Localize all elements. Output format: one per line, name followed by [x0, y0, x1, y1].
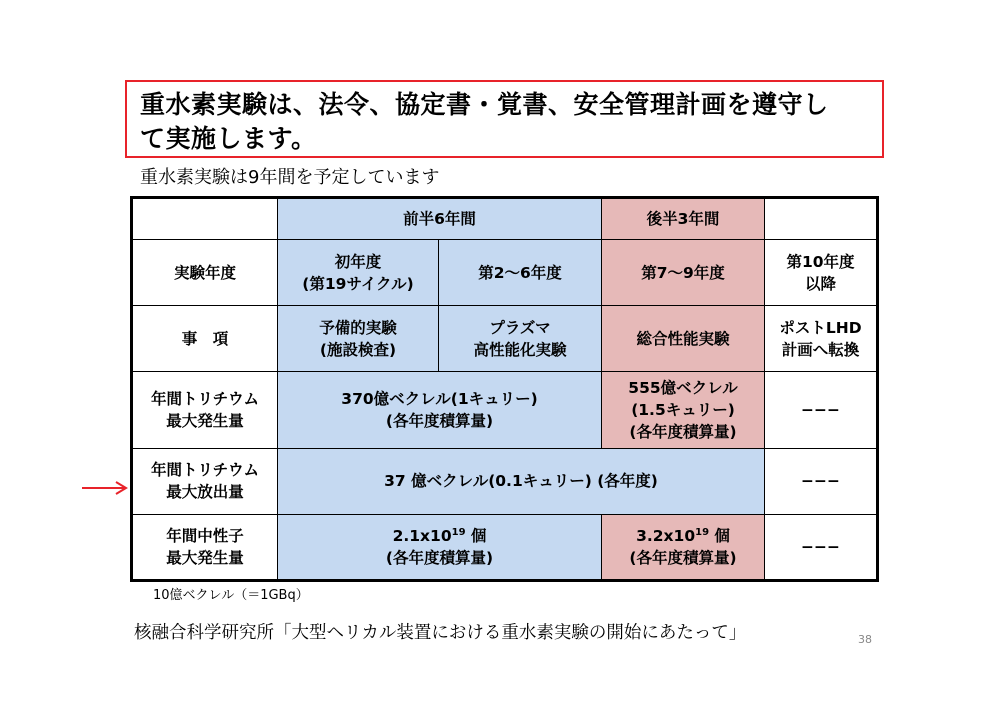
neutron-value-unit: 個 [709, 526, 730, 545]
header-first-half: 前半6年間 [278, 198, 602, 240]
table-cell: 予備的実験 (施設検査) [278, 306, 439, 372]
table-cell: 37 億ベクレル(0.1キュリー) (各年度) [278, 448, 765, 514]
neutron-value-exponent: 19 [695, 526, 710, 538]
table-cell: −−− [765, 372, 878, 448]
neutron-value-base: 3.2x10 [636, 526, 696, 545]
table-cell: 総合性能実験 [602, 306, 765, 372]
red-arrow-icon [82, 480, 132, 496]
table-cell [602, 514, 765, 580]
footnote: 10億ベクレル（＝1GBq） [153, 588, 309, 603]
table-cell: プラズマ 高性能化実験 [439, 306, 602, 372]
row-label: 実験年度 [132, 240, 278, 306]
table-cell: 第2〜6年度 [439, 240, 602, 306]
table-cell: ポストLHD 計画へ転換 [765, 306, 878, 372]
table-cell: 第7〜9年度 [602, 240, 765, 306]
title-box [125, 80, 884, 158]
source-caption: 核融合科学研究所「大型ヘリカル装置における重水素実験の開始にあたって」 [134, 623, 747, 643]
slide-subtitle: 重水素実験は9年間を予定しています [140, 167, 440, 188]
page-number: 38 [858, 633, 872, 646]
schedule-table [130, 196, 879, 582]
neutron-value-unit: 個 [465, 526, 487, 545]
header-second-half: 後半3年間 [602, 198, 765, 240]
table-cell [278, 514, 602, 580]
table-cell: 370億ベクレル(1キュリー) (各年度積算量) [278, 372, 602, 448]
header-row [132, 198, 878, 240]
neutron-value-note: (各年度積算量) [629, 548, 737, 567]
table-row [132, 448, 878, 514]
header-empty-cell [132, 198, 278, 240]
table-cell: 第10年度 以降 [765, 240, 878, 306]
row-label: 年間トリチウム 最大発生量 [132, 372, 278, 448]
row-label: 年間中性子 最大発生量 [132, 514, 278, 580]
slide-title: 重水素実験は、法令、協定書・覚書、安全管理計画を遵守し て実施します。 [140, 90, 829, 153]
table-row [132, 514, 878, 580]
table-cell: 555億ベクレル (1.5キュリー) (各年度積算量) [602, 372, 765, 448]
neutron-value-exponent: 19 [451, 526, 466, 538]
table-cell: −−− [765, 514, 878, 580]
row-label: 年間トリチウム 最大放出量 [132, 448, 278, 514]
neutron-value-base: 2.1x10 [392, 526, 452, 545]
table-cell: 初年度 (第19サイクル) [278, 240, 439, 306]
neutron-value-note: (各年度積算量) [385, 548, 494, 567]
table-cell: −−− [765, 448, 878, 514]
table-row [132, 306, 878, 372]
header-empty-cell-2 [765, 198, 878, 240]
table-row [132, 372, 878, 448]
table-row [132, 240, 878, 306]
row-label: 事 項 [132, 306, 278, 372]
